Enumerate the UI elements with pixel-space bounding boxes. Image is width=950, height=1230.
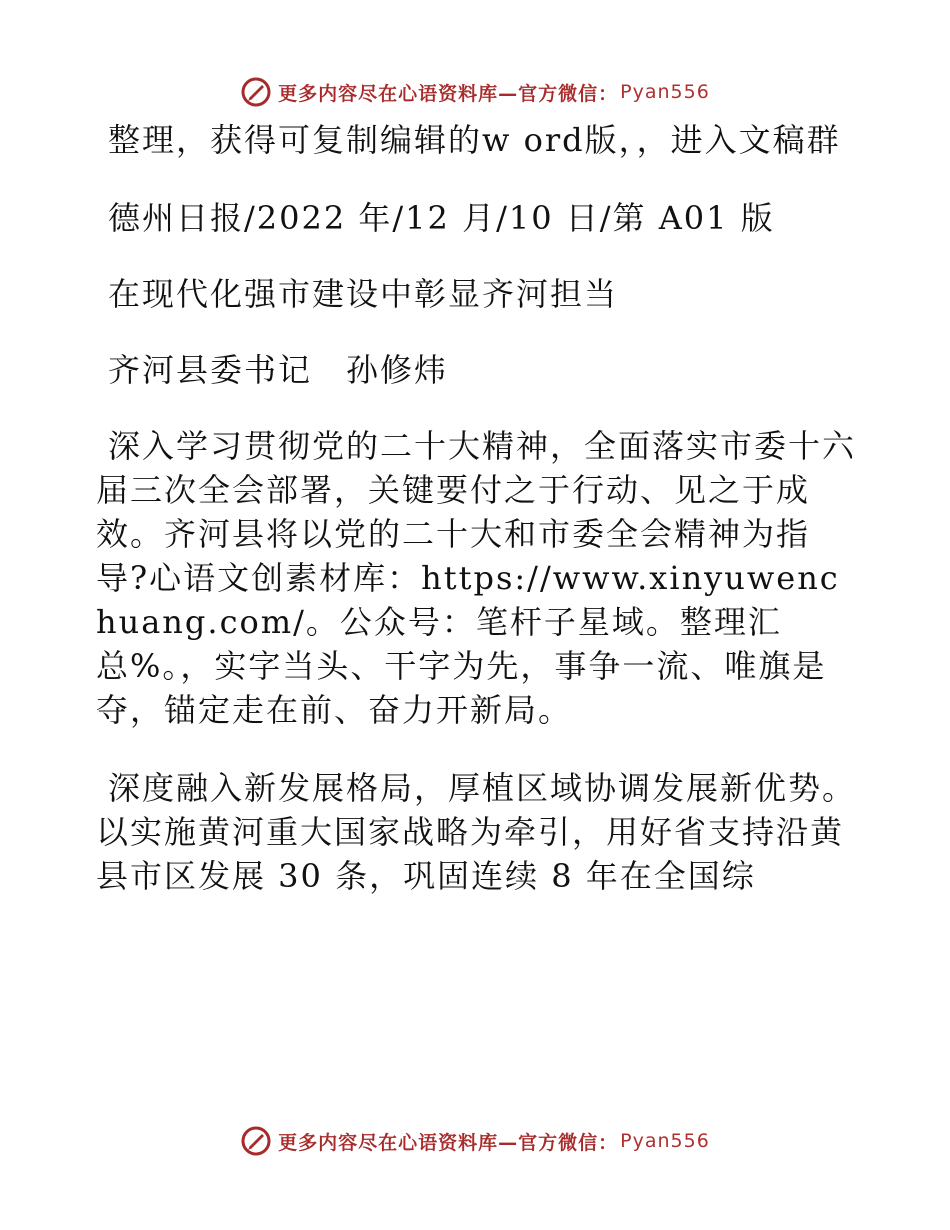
document-body	[96, 118, 856, 932]
footer-banner-account: Pyan556	[620, 1130, 710, 1152]
quill-seal-icon	[240, 76, 272, 108]
header-banner-text: 更多内容尽在心语资料库—官方微信：	[278, 82, 619, 105]
intro-paragraph: 整理，获得可复制编辑的w ord版，，进入文稿群	[108, 121, 841, 159]
article-title: 在现代化强市建设中彰显齐河担当	[108, 275, 619, 313]
quill-seal-icon	[240, 1125, 272, 1157]
footer-watermark-banner	[0, 1121, 950, 1161]
header-banner-account: Pyan556	[620, 81, 710, 103]
body-paragraph-2: 深度融入新发展格局，厚植区域协调发展新优势。以实施黄河重大国家战略为牵引，用好省支持沿黄县市区发展 30 条，巩固连续 8 年在全国综	[96, 769, 857, 895]
header-watermark-banner	[0, 72, 950, 112]
source-line: 德州日报/2022 年/12 月/10 日/第 A01 版	[108, 199, 775, 237]
footer-banner-text: 更多内容尽在心语资料库—官方微信：	[278, 1131, 619, 1154]
body-paragraph-1: 深入学习贯彻党的二十大精神，全面落实市委十六届三次全会部署，关键要付之于行动、见之于成效。齐河县将以党的二十大和市委全会精神为指导?心语文创素材库：https://www.xinyuwenchuang.com/。公众号：笔杆子星域。整理汇总%。，实字当头、干字为先，事争一流、唯旗是夺，锚定走在前、奋力开新局。	[96, 427, 857, 729]
author-line: 齐河县委书记 孙修炜	[108, 351, 449, 389]
